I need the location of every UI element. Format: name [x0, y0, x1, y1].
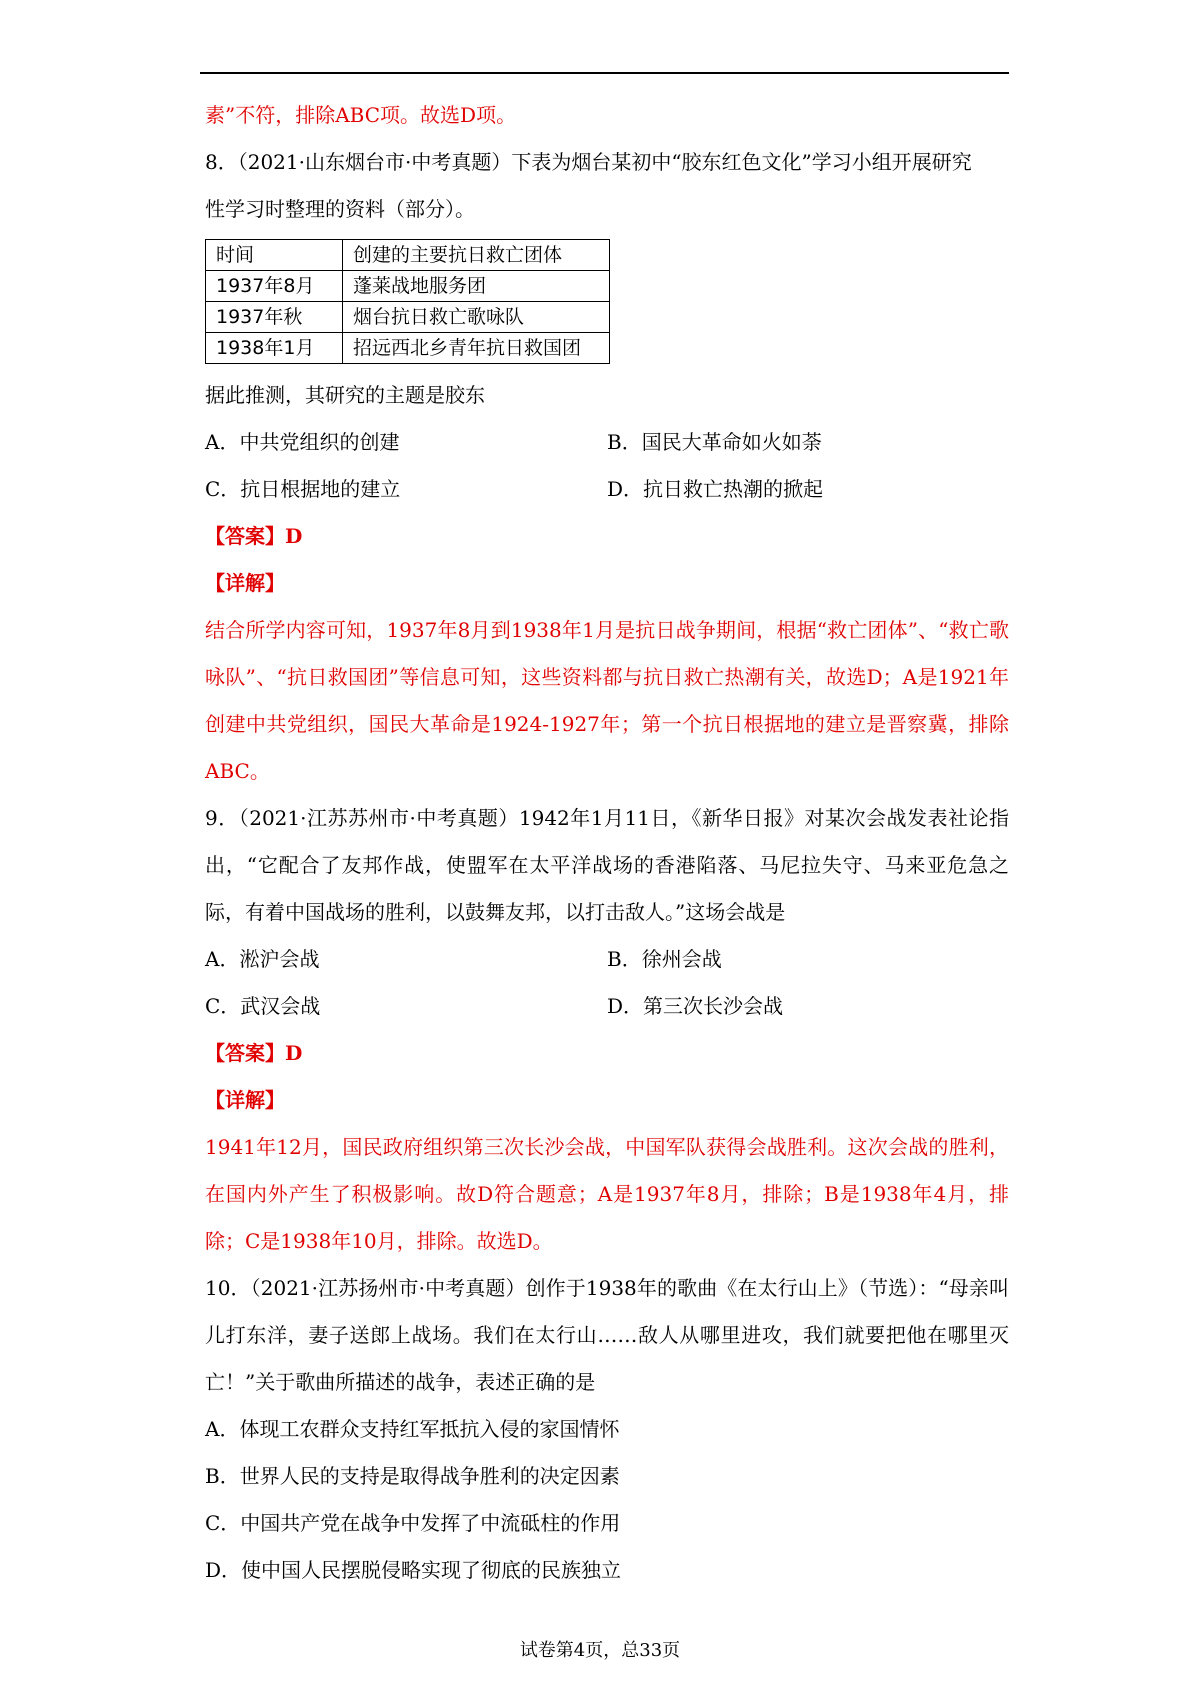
q8-answer: 【答案】D: [205, 524, 303, 548]
q8-options-row2: [205, 466, 1009, 513]
table-cell: 1937年秋: [206, 302, 343, 333]
header-rule: [200, 72, 1009, 74]
q9-options-row1: [205, 936, 1009, 983]
q8-option-a: A．中共党组织的创建: [205, 430, 400, 454]
table-row: [206, 302, 610, 333]
q8-options-row1: [205, 419, 1009, 466]
q9-options-row2: [205, 983, 1009, 1030]
q9-stem: 9．（2021·江苏苏州市·中考真题）1942年1月11日，《新华日报》对某次会战发表社论指出，“它配合了友邦作战，使盟军在太平洋战场的香港陷落、马尼拉失守、马来亚危急之际，有着中国战场的胜利，以鼓舞友邦，以打击敌人。”这场会战是: [205, 806, 1009, 924]
q8-option-d: D．抗日救亡热潮的掀起: [607, 477, 824, 501]
q10-option-a: A．体现工农群众支持红军抵抗入侵的家国情怀: [205, 1417, 620, 1441]
page-footer: 试卷第4页，总33页: [519, 1640, 681, 1661]
q8-stem-line2: 性学习时整理的资料（部分）。: [205, 197, 475, 221]
table-row: [206, 271, 610, 302]
q8-table: [205, 239, 610, 364]
q9-detail: 1941年12月，国民政府组织第三次长沙会战，中国军队获得会战胜利。这次会战的胜利，在国内外产生了积极影响。故D符合题意；A是1937年8月，排除；B是1938年4月，排除；C是1938年10月，排除。故选D。: [205, 1135, 1009, 1253]
q8-question: 据此推测，其研究的主题是胶东: [205, 383, 485, 407]
q10-stem: 10．（2021·江苏扬州市·中考真题）创作于1938年的歌曲《在太行山上》（节选）：“母亲叫儿打东洋，妻子送郎上战场。我们在太行山……敌人从哪里进攻，我们就要把他在哪里灭亡！”关于歌曲所描述的战争，表述正确的是: [205, 1276, 1009, 1394]
table-header-cell: 创建的主要抗日救亡团体: [343, 240, 610, 271]
q9-option-d: D．第三次长沙会战: [607, 994, 784, 1018]
table-cell: 招远西北乡青年抗日救国团: [343, 333, 610, 364]
q9-option-b: B．徐州会战: [607, 947, 722, 971]
page-content: [205, 92, 1009, 1594]
q9-option-c: C．武汉会战: [205, 994, 321, 1018]
q8-stem-line1: 8．（2021·山东烟台市·中考真题）下表为烟台某初中“胶东红色文化”学习小组开展研究: [205, 150, 972, 174]
q8-option-b: B．国民大革命如火如荼: [607, 430, 822, 454]
table-row: [206, 333, 610, 364]
table-row: [206, 240, 610, 271]
continued-explanation: 素”不符，排除ABC项。故选D项。: [205, 103, 517, 127]
table-cell: 烟台抗日救亡歌咏队: [343, 302, 610, 333]
table-cell: 蓬莱战地服务团: [343, 271, 610, 302]
q10-option-d: D．使中国人民摆脱侵略实现了彻底的民族独立: [205, 1558, 622, 1582]
q9-answer: 【答案】D: [205, 1041, 303, 1065]
table-header-cell: 时间: [206, 240, 343, 271]
q9-option-a: A．淞沪会战: [205, 947, 320, 971]
q8-detail: 结合所学内容可知，1937年8月到1938年1月是抗日战争期间，根据“救亡团体”、“救亡歌咏队”、“抗日救国团”等信息可知，这些资料都与抗日救亡热潮有关，故选D；A是1921年创建中共党组织，国民大革命是1924-1927年；第一个抗日根据地的建立是晋察冀，排除ABC。: [205, 618, 1009, 783]
q8-detail-label: 【详解】: [205, 571, 285, 595]
table-cell: 1938年1月: [206, 333, 343, 364]
q10-option-c: C．中国共产党在战争中发挥了中流砥柱的作用: [205, 1511, 621, 1535]
q8-option-c: C．抗日根据地的建立: [205, 477, 401, 501]
q10-option-b: B．世界人民的支持是取得战争胜利的决定因素: [205, 1464, 620, 1488]
table-cell: 1937年8月: [206, 271, 343, 302]
q9-detail-label: 【详解】: [205, 1088, 285, 1112]
